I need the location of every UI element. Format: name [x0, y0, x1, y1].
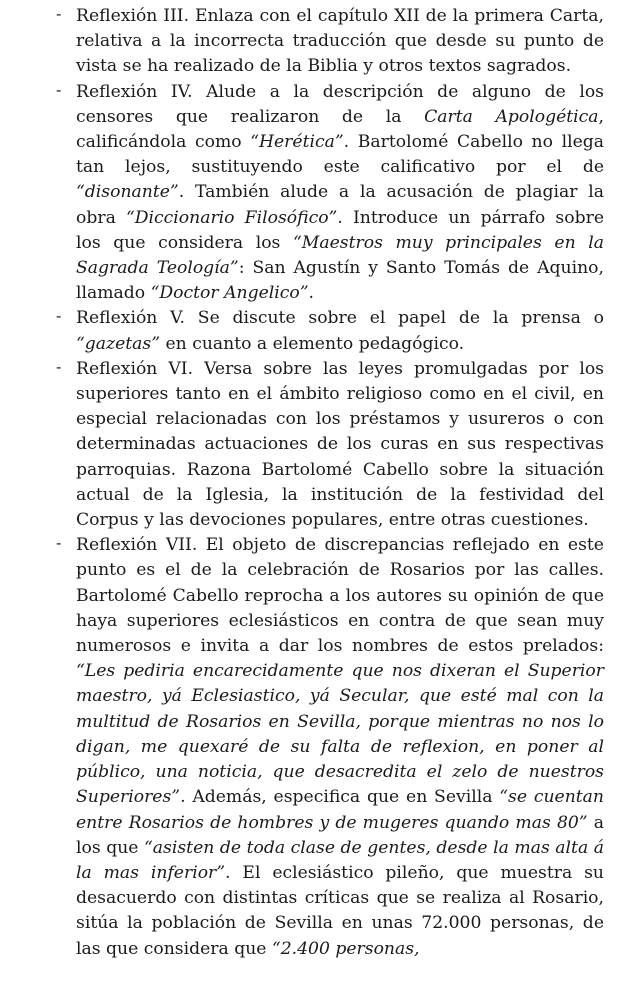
- text-run: . Bartolomé Cabello no llega tan lejos, sustituyendo este calificativo por el de: [76, 132, 604, 178]
- italic-quote: “Diccionario Filosófico”: [125, 207, 338, 228]
- italic-quote: “Les pediria encarecidamente que nos dixeran el Superior maestro, yá Eclesiastico, yá Secular, que esté mal con la multitud de Rosarios en Sevilla, porque mientras no nos lo digan, me quexaré de su falta de reflexion, en poner al público, una noticia, que desacredita el zelo de nuestros Superiores”: [76, 661, 604, 808]
- text-run: . Además, especifica que en Sevilla: [180, 787, 500, 808]
- bullet-dash: -: [56, 306, 62, 326]
- item-heading: Reflexión VII.: [76, 535, 198, 556]
- list-item-reflexion-iv: [56, 80, 604, 307]
- reflexion-list: [56, 4, 604, 962]
- item-heading: Reflexión III.: [76, 6, 190, 26]
- italic-quote: “asisten de toda clase de gentes, desde la mas alta á la mas inferior”: [76, 837, 604, 883]
- item-heading: Reflexión VI.: [76, 358, 194, 379]
- item-heading: Reflexión IV.: [76, 81, 193, 102]
- list-item-reflexion-vii: [56, 533, 604, 961]
- list-item-reflexion-v: [56, 306, 604, 356]
- list-item-reflexion-vi: [56, 357, 604, 533]
- text-run: en cuanto a elemento pedagógico.: [160, 333, 465, 354]
- text-run: Versa sobre las leyes promulgadas por los superiores tanto en el ámbito religioso como en el civil, en especial relacionadas con los préstamos y usureros o con determinadas actuaciones de los curas en sus respectivas parroquias. Razona Bartolomé Cabello sobre la situación actual de la Iglesia, la institución de la festividad del Corpus y las devociones populares, entre otras cuestiones.: [76, 358, 604, 531]
- italic-quote: “2.400 personas,: [271, 938, 420, 959]
- bullet-dash: -: [56, 79, 62, 99]
- italic-quote: “gazetas”: [76, 333, 161, 354]
- text-run: El objeto de discrepancias reflejado en este punto es el de la celebración de Rosarios por las calles. Bartolomé Cabello reprocha a los autores su opinión de que haya superiores eclesiásticos en contra de que sean muy numerosos e invita a dar los nombres de estos prelados:: [76, 535, 604, 657]
- italic-quote: “se cuentan entre Rosarios de hombres y de mugeres quando mas 80”: [76, 787, 604, 833]
- bullet-dash: -: [56, 4, 62, 23]
- paragraph: [76, 80, 604, 307]
- paragraph: [76, 357, 604, 533]
- paragraph: [76, 4, 604, 80]
- text-run: .: [308, 283, 314, 304]
- text-run: Se discute sobre el papel de la prensa o: [197, 308, 604, 329]
- italic-quote: “disonante”: [76, 182, 179, 203]
- text-run: : San Agustín y Santo Tomás de Aquino, llamado: [76, 258, 604, 304]
- text-run: Enlaza con el capítulo XII de la primera Carta, relativa a la incorrecta traducción que desde su punto de vista se ha realizado de la Biblia y otros textos sagrados.: [76, 6, 605, 77]
- text-run: . Introduce un párrafo sobre los que considera los: [76, 207, 604, 253]
- list-item-reflexion-iii: [56, 4, 604, 80]
- paragraph: [76, 533, 604, 961]
- bullet-dash: -: [56, 533, 62, 553]
- bullet-dash: -: [56, 356, 62, 376]
- text-run: Alude a la descripción de alguno de los censores que realizaron de la: [76, 81, 605, 127]
- text-run: . El eclesiástico pileño, que muestra su desacuerdo con distintas críticas que se realiza al Rosario, sitúa la población de Sevilla en unas 72.000 personas, de las que considera que: [76, 862, 604, 959]
- text-run: . También alude a la acusación de plagiar la obra: [76, 182, 604, 228]
- italic-quote: “Herética”: [250, 132, 344, 153]
- text-run: a los que: [76, 812, 605, 858]
- item-heading: Reflexión V.: [76, 308, 186, 329]
- italic-quote: “Doctor Angelico”: [150, 283, 309, 304]
- italic-quote: Carta Apologética: [424, 106, 599, 127]
- text-run: , calificándola como: [76, 106, 604, 153]
- italic-quote: “Maestros muy principales en la Sagrada Teología”: [76, 232, 604, 279]
- paragraph: [76, 306, 604, 356]
